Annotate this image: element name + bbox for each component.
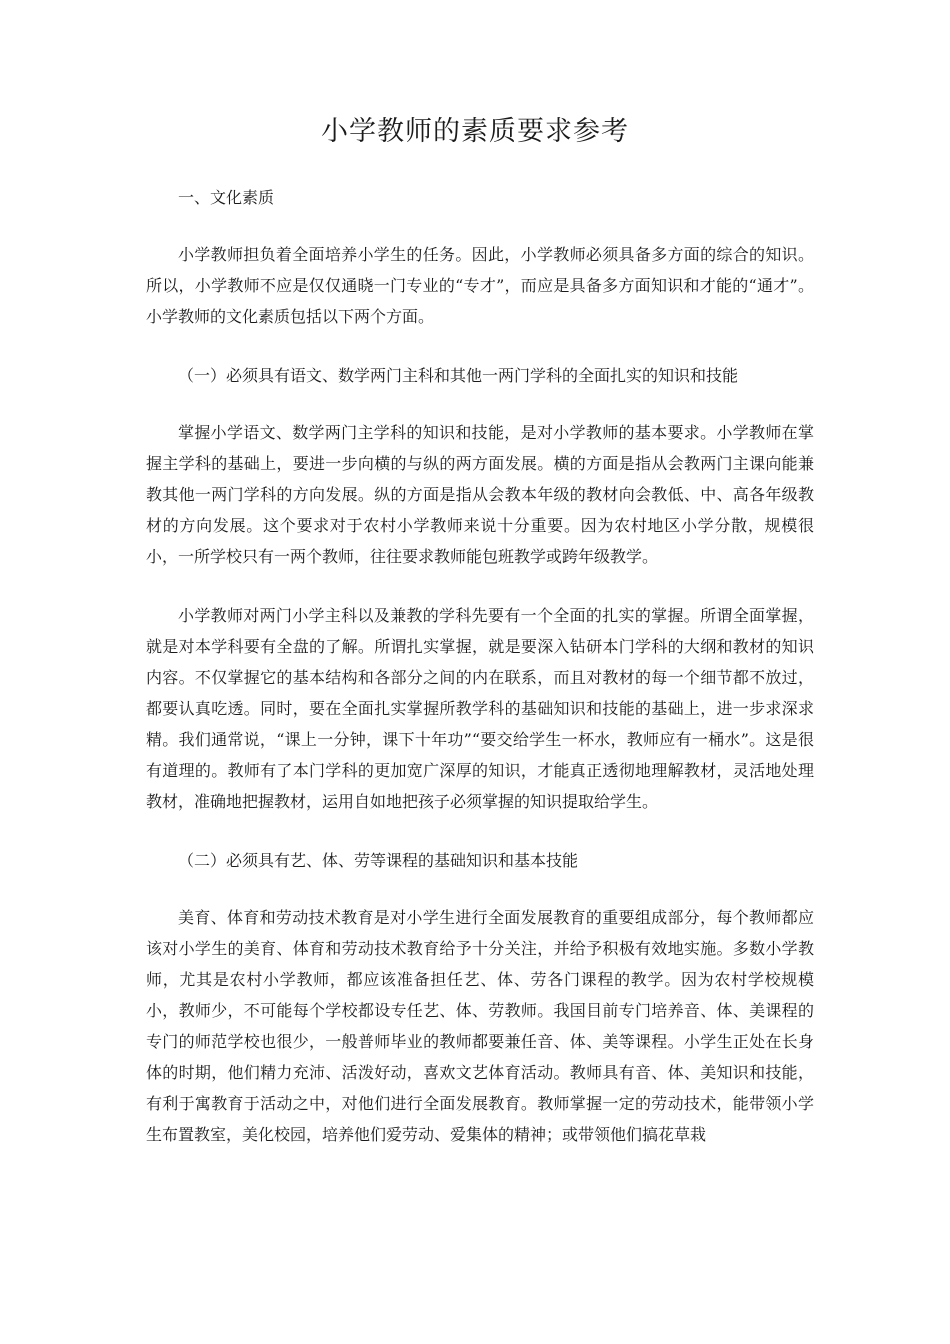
- paragraph-section1-intro: 小学教师担负着全面培养小学生的任务。因此，小学教师必须具备多方面的综合的知识。所以，小学教师不应是仅仅通晓一门专业的“专才”，而应是具备多方面知识和才能的“通才”。小学教师的文化素质包括以下两个方面。: [146, 245, 814, 326]
- document-title: 小学教师的素质要求参考: [321, 116, 629, 147]
- subsection-heading-1: （一）必须具有语文、数学两门主科和其他一两门学科的全面扎实的知识和技能: [178, 366, 739, 385]
- section-heading-cultural-quality: 一、文化素质: [178, 188, 275, 207]
- subsection-heading-2: （二）必须具有艺、体、劳等课程的基础知识和基本技能: [178, 851, 579, 870]
- document-body: [146, 182, 814, 1178]
- paragraph-subsection2-1: 美育、体育和劳动技术教育是对小学生进行全面发展教育的重要组成部分，每个教师都应该对小学生的美育、体育和劳动技术教育给予十分关注，并给予积极有效地实施。多数小学教师，尤其是农村小学教师，都应该准备担任艺、体、劳各门课程的教学。因为农村学校规模小，教师少，不可能每个学校都设专任艺、体、劳教师。我国目前专门培养音、体、美课程的专门的师范学校也很少，一般普师毕业的教师都要兼任音、体、美等课程。小学生正处在长身体的时期，他们精力充沛、活泼好动，喜欢文艺体育活动。教师具有音、体、美知识和技能，有利于寓教育于活动之中，对他们进行全面发展教育。教师掌握一定的劳动技术，能带领小学生布置教室，美化校园，培养他们爱劳动、爱集体的精神；或带领他们搞花草栽: [146, 908, 814, 1144]
- paragraph-subsection1-2: 小学教师对两门小学主科以及兼教的学科先要有一个全面的扎实的掌握。所谓全面掌握，就是对本学科要有全盘的了解。所谓扎实掌握，就是要深入钻研本门学科的大纲和教材的知识内容。不仅掌握它的基本结构和各部分之间的内在联系，而且对教材的每一个细节都不放过，都要认真吃透。同时，要在全面扎实掌握所教学科的基础知识和技能的基础上，进一步求深求精。我们通常说，“课上一分钟，课下十年功”“要交给学生一杯水，教师应有一桶水”。这是很有道理的。教师有了本门学科的更加宽广深厚的知识，才能真正透彻地理解教材，灵活地处理教材，准确地把握教材，运用自如地把孩子必须掌握的知识提取给学生。: [146, 606, 814, 811]
- paragraph-subsection1-1: 掌握小学语文、数学两门主学科的知识和技能，是对小学教师的基本要求。小学教师在掌握主学科的基础上，要进一步向横的与纵的两方面发展。横的方面是指从会教两门主课向能兼教其他一两门学科的方向发展。纵的方面是指从会教本年级的教材向会教低、中、高各年级教材的方向发展。这个要求对于农村小学教师来说十分重要。因为农村地区小学分散，规模很小，一所学校只有一两个教师，往往要求教师能包班教学或跨年级教学。: [146, 423, 814, 566]
